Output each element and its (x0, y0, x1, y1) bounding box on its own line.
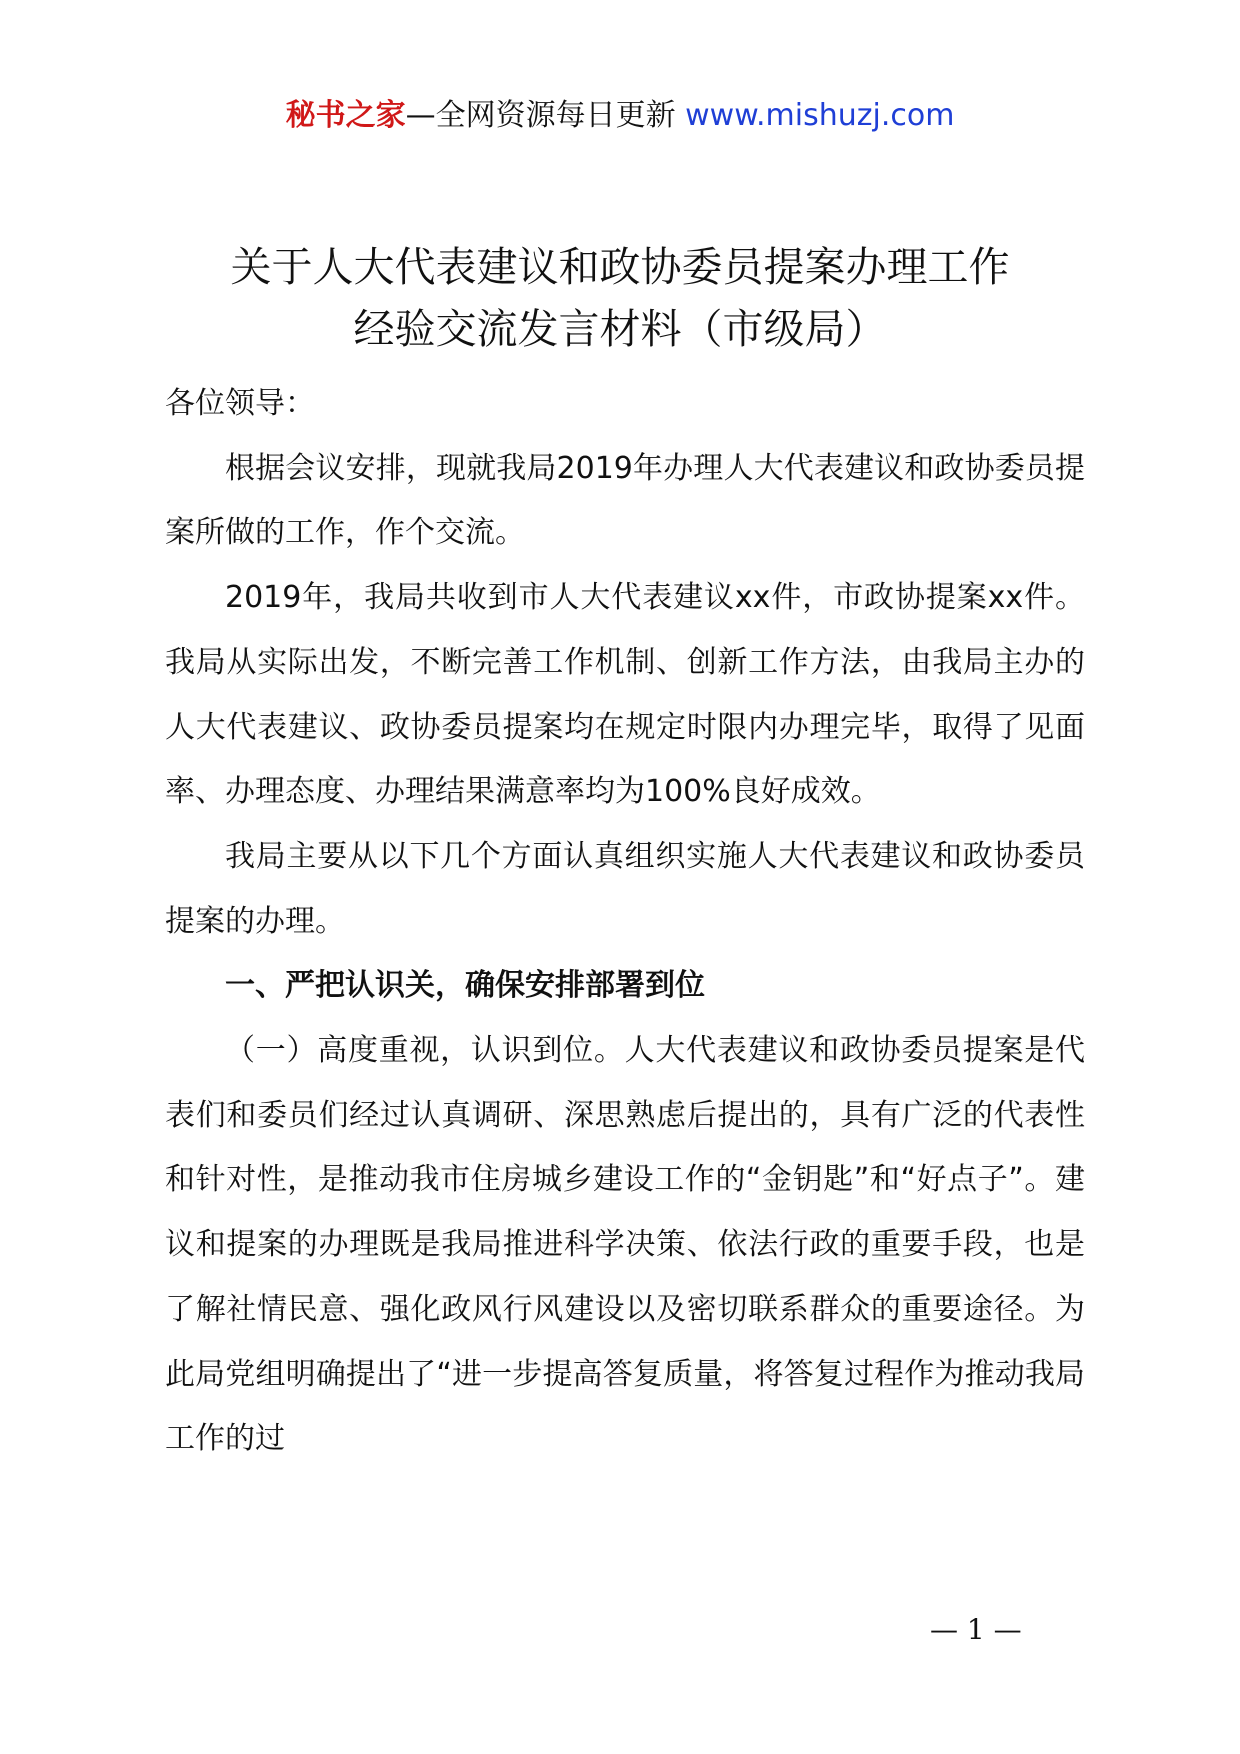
document-body (165, 372, 1085, 1472)
site-url[interactable]: www.mishuzj.com (685, 98, 955, 133)
site-brand: 秘书之家 (285, 98, 406, 133)
section-heading-1: 一、严把认识关，确保安排部署到位 (225, 968, 705, 1004)
paragraph-intro: 根据会议安排，现就我局2019年办理人大代表建议和政协委员提案所做的工作，作个交流。 (165, 450, 1085, 551)
paragraph-summary: 2019年，我局共收到市人大代表建议xx件，市政协提案xx件。我局从实际出发，不断完善工作机制、创新工作方法，由我局主办的人大代表建议、政协委员提案均在规定时限内办理完毕，取得了见面率、办理态度、办理结果满意率均为100%良好成效。 (165, 580, 1085, 810)
title-line-1: 关于人大代表建议和政协委员提案办理工作 (230, 243, 1010, 291)
site-tagline: —全网资源每日更新 (405, 98, 676, 133)
site-header (0, 96, 1240, 136)
salutation: 各位领导： (165, 386, 315, 421)
paragraph-section-1-1: （一）高度重视，认识到位。人大代表建议和政协委员提案是代表们和委员们经过认真调研、深思熟虑后提出的，具有广泛的代表性和针对性，是推动我市住房城乡建设工作的“金钥匙”和“好点子”。建议和提案的办理既是我局推进科学决策、依法行政的重要手段，也是了解社情民意、强化政风行风建设以及密切联系群众的重要途径。为此局党组明确提出了“进一步提高答复质量，将答复过程作为推动我局工作的过 (165, 1033, 1085, 1457)
title-line-2: 经验交流发言材料（市级局） (353, 305, 887, 353)
document-title (0, 236, 1240, 360)
page-number: — 1 — (930, 1613, 1022, 1646)
paragraph-overview: 我局主要从以下几个方面认真组织实施人大代表建议和政协委员提案的办理。 (165, 838, 1085, 939)
